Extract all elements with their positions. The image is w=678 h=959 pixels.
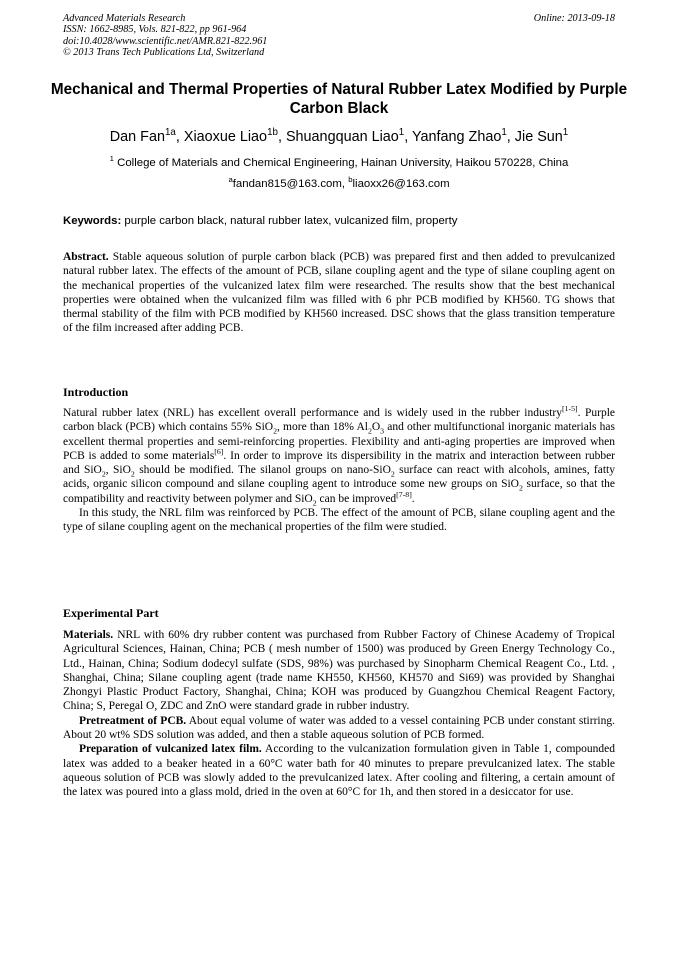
journal-header (63, 13, 615, 59)
abstract (63, 250, 615, 336)
citation: [1-5] (561, 404, 578, 414)
section-heading-introduction: Introduction (63, 385, 129, 399)
author-affil-mark: 1 (398, 127, 405, 139)
author-affil-mark: 1b (267, 127, 278, 139)
email-a[interactable]: fandan815@163.com (232, 178, 342, 190)
author-list: Dan Fan$^{1a}$, Xiaoxue Liao$^{1b}$, Shuangquan Liao$^1$, Yanfang Zhao$^1$, Jie Sun$^1$ (109, 127, 569, 145)
citation: [6] (214, 447, 224, 457)
author-name: Yanfang Zhao (412, 129, 502, 145)
author-name: Jie Sun (514, 129, 563, 145)
email-mark-b: b (348, 175, 353, 185)
paper-title: Mechanical and Thermal Properties of Natural Rubber Latex Modified by Purple Carbon Black (50, 81, 628, 117)
affiliation (30, 156, 648, 170)
author-affil-mark: 1a (164, 127, 176, 139)
affiliation-mark: 1 (109, 154, 114, 164)
preparation-paragraph: Preparation of vulcanized latex film. According to the vulcanization formulation given in Table 1, compounded latex was added to a beaker heated in a 60°C water bath for 40 minutes to prepare prevulcanized latex. The stable aqueous solution of PCB was slowly added to the prevulcanized latex. After cooling and filtering, a certain amount of the latex was poured into a glass mold, dried in the oven at 60°C for 1h, and then stored in a desiccator for use. (63, 743, 615, 799)
keywords-text: purple carbon black, natural rubber latex, vulcanized film, property (124, 215, 458, 227)
online-date: Online: 2013-09-18 (533, 13, 615, 24)
email-mark-a: a (228, 175, 233, 185)
pretreatment-label: Pretreatment of PCB. (79, 714, 187, 727)
materials-paragraph: Materials. NRL with 60% dry rubber content was purchased from Rubber Factory of Chinese Academy of Tropical Agricultural Sciences, Hainan, China; PCB ( mesh number of 1500) was produced by Green Energy Technology Co., Ltd., Hainan, China; Sodium dodecyl sulfate (SDS, 98%) was purchased by Sinopharm Chemical Reagent Co., Ltd. , Shanghai, China; Silane coupling agent (trade name KH550, KH560, KH570 and Si69) was provided by Shanghai Zhongyi Plastic Product Factory, Shanghai, China; KOH was produced by Guangzhou Chemical Reagent Factory, China; S, Peregal O, ZDC and ZnO were standard grade in rubber industry. (63, 629, 615, 713)
author-name: Dan Fan (109, 129, 165, 145)
pretreatment-paragraph: Pretreatment of PCB. About equal volume of water was added to a vessel containing PCB under constant stirring. About 20 wt% SDS solution was added, and then a stable aqueous solution of PCB formed. (63, 714, 615, 742)
journal-name: Advanced Materials Research (63, 13, 186, 24)
abstract-label: Abstract. (63, 251, 109, 263)
doi-line: doi:10.4028/www.scientific.net/AMR.821-822.961 (63, 35, 268, 47)
abstract-text: Stable aqueous solution of purple carbon black (PCB) was prepared first and then added to prevulcanized natural rubber latex. The effects of the amount of PCB, silane coupling agent and the type of silane coupling agent on the mechanical properties of the vulcanized latex film were researched. The results show that the best mechanical properties were obtained when the vulcanized film was filled with 6 phr PCB modified by KH560. TG shows that thermal stability of the film with PCB modified by KH560 increased. DSC shows that the glass transition temperature of the film increased after adding PCB. (63, 251, 616, 335)
keywords-label: Keywords: (63, 215, 122, 227)
introduction-paragraph: In this study, the NRL film was reinforced by PCB. The effect of the amount of PCB, silane coupling agent and the type of silane coupling agent on the mechanical properties of the film were studied. (63, 507, 615, 534)
experimental-body (63, 628, 615, 800)
affiliation-text: College of Materials and Chemical Engineering, Hainan University, Haikou 570228, China (117, 157, 569, 169)
materials-label: Materials. (63, 629, 114, 641)
introduction-body (63, 406, 615, 535)
author-name: Shuangquan Liao (285, 129, 399, 145)
section-heading-experimental: Experimental Part (63, 606, 159, 620)
author-name: Xiaoxue Liao (183, 129, 268, 145)
introduction-paragraph: Natural rubber latex (NRL) has excellent overall performance and is widely used in the rubber industry[1-5]. Purple carbon black (PCB) which contains 55% SiO$_2$, more than 18% $Al_2O_3$ and other multifunctional inorganic materials has excellent thermal properties and semi-reinforcing properties. Flexibility and anti-aging properties are improved when PCB is added to some materials[6]. In order to improve its dispersibility in the matrix and interaction between rubber and SiO$_2$, SiO$_2$ should be modified. The silanol groups on nano-SiO$_2$ surface can react with alcohols, amines, fatty acids, organic silicon compound and silane coupling agent to introduce some new groups on SiO$_2$ surface, so that the compatibility and reactivity between polymer and SiO$_2$ can be improved[7-8]. (63, 404, 616, 508)
email-b[interactable]: liaoxx26@163.com (352, 178, 450, 190)
author-affil-mark: 1 (562, 127, 569, 139)
issn-line: ISSN: 1662-8985, Vols. 821-822, pp 961-964 (63, 24, 247, 36)
citation: [7-8] (396, 489, 412, 499)
keywords (63, 214, 615, 228)
preparation-label: Preparation of vulcanized latex film. (79, 743, 262, 756)
author-emails: $^a$fandan815@163.com, $^b$liaoxx26@163.com (228, 175, 450, 190)
author-affil-mark: 1 (501, 127, 507, 139)
copyright-line: © 2013 Trans Tech Publications Ltd, Switzerland (63, 47, 265, 59)
